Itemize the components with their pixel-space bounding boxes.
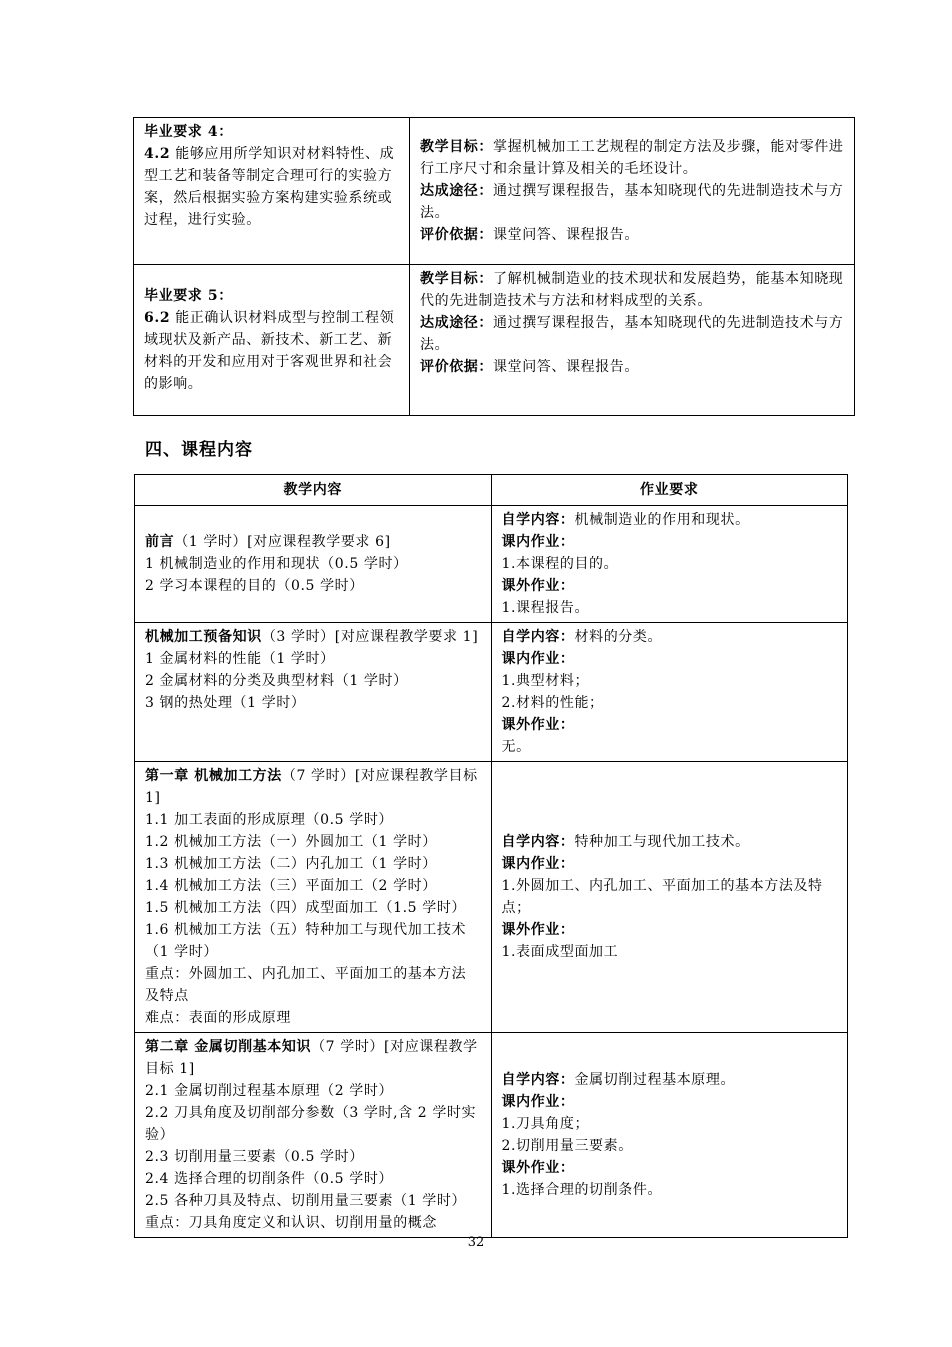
topic-line: 1.2 机械加工方法（一）外圆加工（1 学时） (145, 834, 437, 850)
header-teaching-content: 教学内容 (135, 475, 492, 506)
in-class-item: 2.切削用量三要素。 (501, 1138, 633, 1154)
course-content-table (134, 474, 848, 1238)
teaching-content-cell (135, 1033, 492, 1238)
self-study-text: 金属切削过程基本原理。 (574, 1072, 736, 1088)
requirement-title: 毕业要求 4： (144, 124, 233, 140)
topic-title: 第一章 机械加工方法 (145, 768, 282, 784)
content-row (135, 506, 848, 623)
eval-label: 评价依据： (420, 359, 493, 375)
content-row (135, 623, 848, 762)
content-row (135, 762, 848, 1033)
self-study-text: 机械制造业的作用和现状。 (574, 512, 750, 528)
topic-hours: （3 学时）[对应课程教学要求 1] (261, 629, 479, 645)
topic-line: 2.3 切削用量三要素（0.5 学时） (145, 1149, 364, 1165)
graduation-requirements-table (133, 117, 855, 416)
topic-hours: （7 学时）[对应课程教学目标 1] (145, 768, 478, 806)
homework-item: 1.选择合理的切削条件。 (501, 1182, 663, 1198)
teaching-content-cell (135, 762, 492, 1033)
homework-label: 课外作业： (501, 922, 575, 938)
path-label: 达成途径： (420, 183, 493, 199)
topic-line: 3 钢的热处理（1 学时） (145, 695, 306, 711)
self-study-label: 自学内容： (501, 629, 575, 645)
self-study-label: 自学内容： (501, 512, 575, 528)
topic-line: 重点：刀具角度定义和认识、切削用量的概念 (145, 1215, 437, 1231)
topic-line: 1.3 机械加工方法（二）内孔加工（1 学时） (145, 856, 437, 872)
assignment-cell (491, 623, 848, 762)
in-class-label: 课内作业： (501, 534, 575, 550)
goal-label: 教学目标： (420, 271, 493, 287)
goal-text: 了解机械制造业的技术现状和发展趋势，能基本知晓现代的先进制造技术与方法和材料成型的关系。 (420, 271, 844, 309)
topic-line: 1.4 机械加工方法（三）平面加工（2 学时） (145, 878, 437, 894)
topic-line: 1 金属材料的性能（1 学时） (145, 651, 335, 667)
goal-text: 掌握机械加工工艺规程的制定方法及步骤，能对零件进行工序尺寸和余量计算及相关的毛坯设计。 (420, 139, 844, 177)
topic-line: 2 学习本课程的目的（0.5 学时） (145, 578, 364, 594)
topic-line: 1 机械制造业的作用和现状（0.5 学时） (145, 556, 408, 572)
path-label: 达成途径： (420, 315, 493, 331)
objective-cell (410, 265, 855, 416)
topic-title: 前言 (145, 534, 175, 550)
objective-cell (410, 118, 855, 265)
indicator-text: 能正确认识材料成型与控制工程领域现状及新产品、新技术、新工艺、新材料的开发和应用对于客观世界和社会的影响。 (144, 310, 395, 392)
topic-line: 2.5 各种刀具及特点、切削用量三要素（1 学时） (145, 1193, 467, 1209)
requirement-row (134, 265, 855, 416)
homework-item: 无。 (501, 739, 531, 755)
path-text: 通过撰写课程报告，基本知晓现代的先进制造技术与方法。 (420, 183, 844, 221)
eval-label: 评价依据： (420, 227, 493, 243)
eval-text: 课堂问答、课程报告。 (493, 359, 639, 375)
path-text: 通过撰写课程报告，基本知晓现代的先进制造技术与方法。 (420, 315, 844, 353)
homework-item: 1.课程报告。 (501, 600, 590, 616)
content-row (135, 1033, 848, 1238)
topic-line: 2.4 选择合理的切削条件（0.5 学时） (145, 1171, 394, 1187)
topic-title: 第二章 金属切削基本知识 (145, 1039, 312, 1055)
topic-hours: （1 学时）[对应课程教学要求 6] (174, 534, 391, 550)
in-class-item: 1.本课程的目的。 (501, 556, 619, 572)
in-class-item: 1.典型材料； (501, 673, 590, 689)
in-class-label: 课内作业： (501, 856, 575, 872)
topic-line: 1.6 机械加工方法（五）特种加工与现代加工技术（1 学时） (145, 922, 467, 960)
topic-title: 机械加工预备知识 (145, 629, 262, 645)
teaching-content-cell (135, 623, 492, 762)
eval-text: 课堂问答、课程报告。 (493, 227, 639, 243)
requirement-title: 毕业要求 5： (144, 288, 233, 304)
in-class-label: 课内作业： (501, 1094, 575, 1110)
indicator-code: 6.2 (144, 310, 171, 326)
requirement-cell (134, 118, 410, 265)
topic-line: 1.1 加工表面的形成原理（0.5 学时） (145, 812, 394, 828)
goal-label: 教学目标： (420, 139, 493, 155)
in-class-item: 1.刀具角度； (501, 1116, 590, 1132)
teaching-content-cell (135, 506, 492, 623)
homework-label: 课外作业： (501, 578, 575, 594)
page-number: 32 (467, 1235, 485, 1250)
self-study-label: 自学内容： (501, 1072, 575, 1088)
topic-line: 1.5 机械加工方法（四）成型面加工（1.5 学时） (145, 900, 467, 916)
assignment-cell (491, 762, 848, 1033)
topic-hours: （7 学时）[对应课程教学目标 1] (145, 1039, 478, 1077)
self-study-text: 材料的分类。 (574, 629, 663, 645)
in-class-item: 1.外圆加工、内孔加工、平面加工的基本方法及特点； (501, 878, 823, 916)
header-assignment: 作业要求 (491, 475, 848, 506)
self-study-label: 自学内容： (501, 834, 575, 850)
header-row (135, 475, 848, 506)
indicator-text: 能够应用所学知识对材料特性、成型工艺和装备等制定合理可行的实验方案，然后根据实验方案构建实验系统或过程，进行实验。 (144, 146, 395, 228)
requirement-cell (134, 265, 410, 416)
content-body (135, 506, 848, 1238)
section-heading: 四、课程内容 (145, 440, 253, 460)
topic-line: 重点：外圆加工、内孔加工、平面加工的基本方法及特点 (145, 966, 467, 1004)
topic-line: 2.2 刀具角度及切削部分参数（3 学时,含 2 学时实验） (145, 1105, 477, 1143)
indicator-code: 4.2 (144, 146, 171, 162)
assignment-cell (491, 506, 848, 623)
requirement-row (134, 118, 855, 265)
homework-label: 课外作业： (501, 717, 575, 733)
assignment-cell (491, 1033, 848, 1238)
topic-line: 2.1 金属切削过程基本原理（2 学时） (145, 1083, 394, 1099)
homework-item: 1.表面成型面加工 (501, 944, 619, 960)
homework-label: 课外作业： (501, 1160, 575, 1176)
topic-line: 难点：表面的形成原理 (145, 1010, 291, 1026)
topic-line: 2 金属材料的分类及典型材料（1 学时） (145, 673, 408, 689)
in-class-item: 2.材料的性能； (501, 695, 604, 711)
in-class-label: 课内作业： (501, 651, 575, 667)
self-study-text: 特种加工与现代加工技术。 (574, 834, 750, 850)
